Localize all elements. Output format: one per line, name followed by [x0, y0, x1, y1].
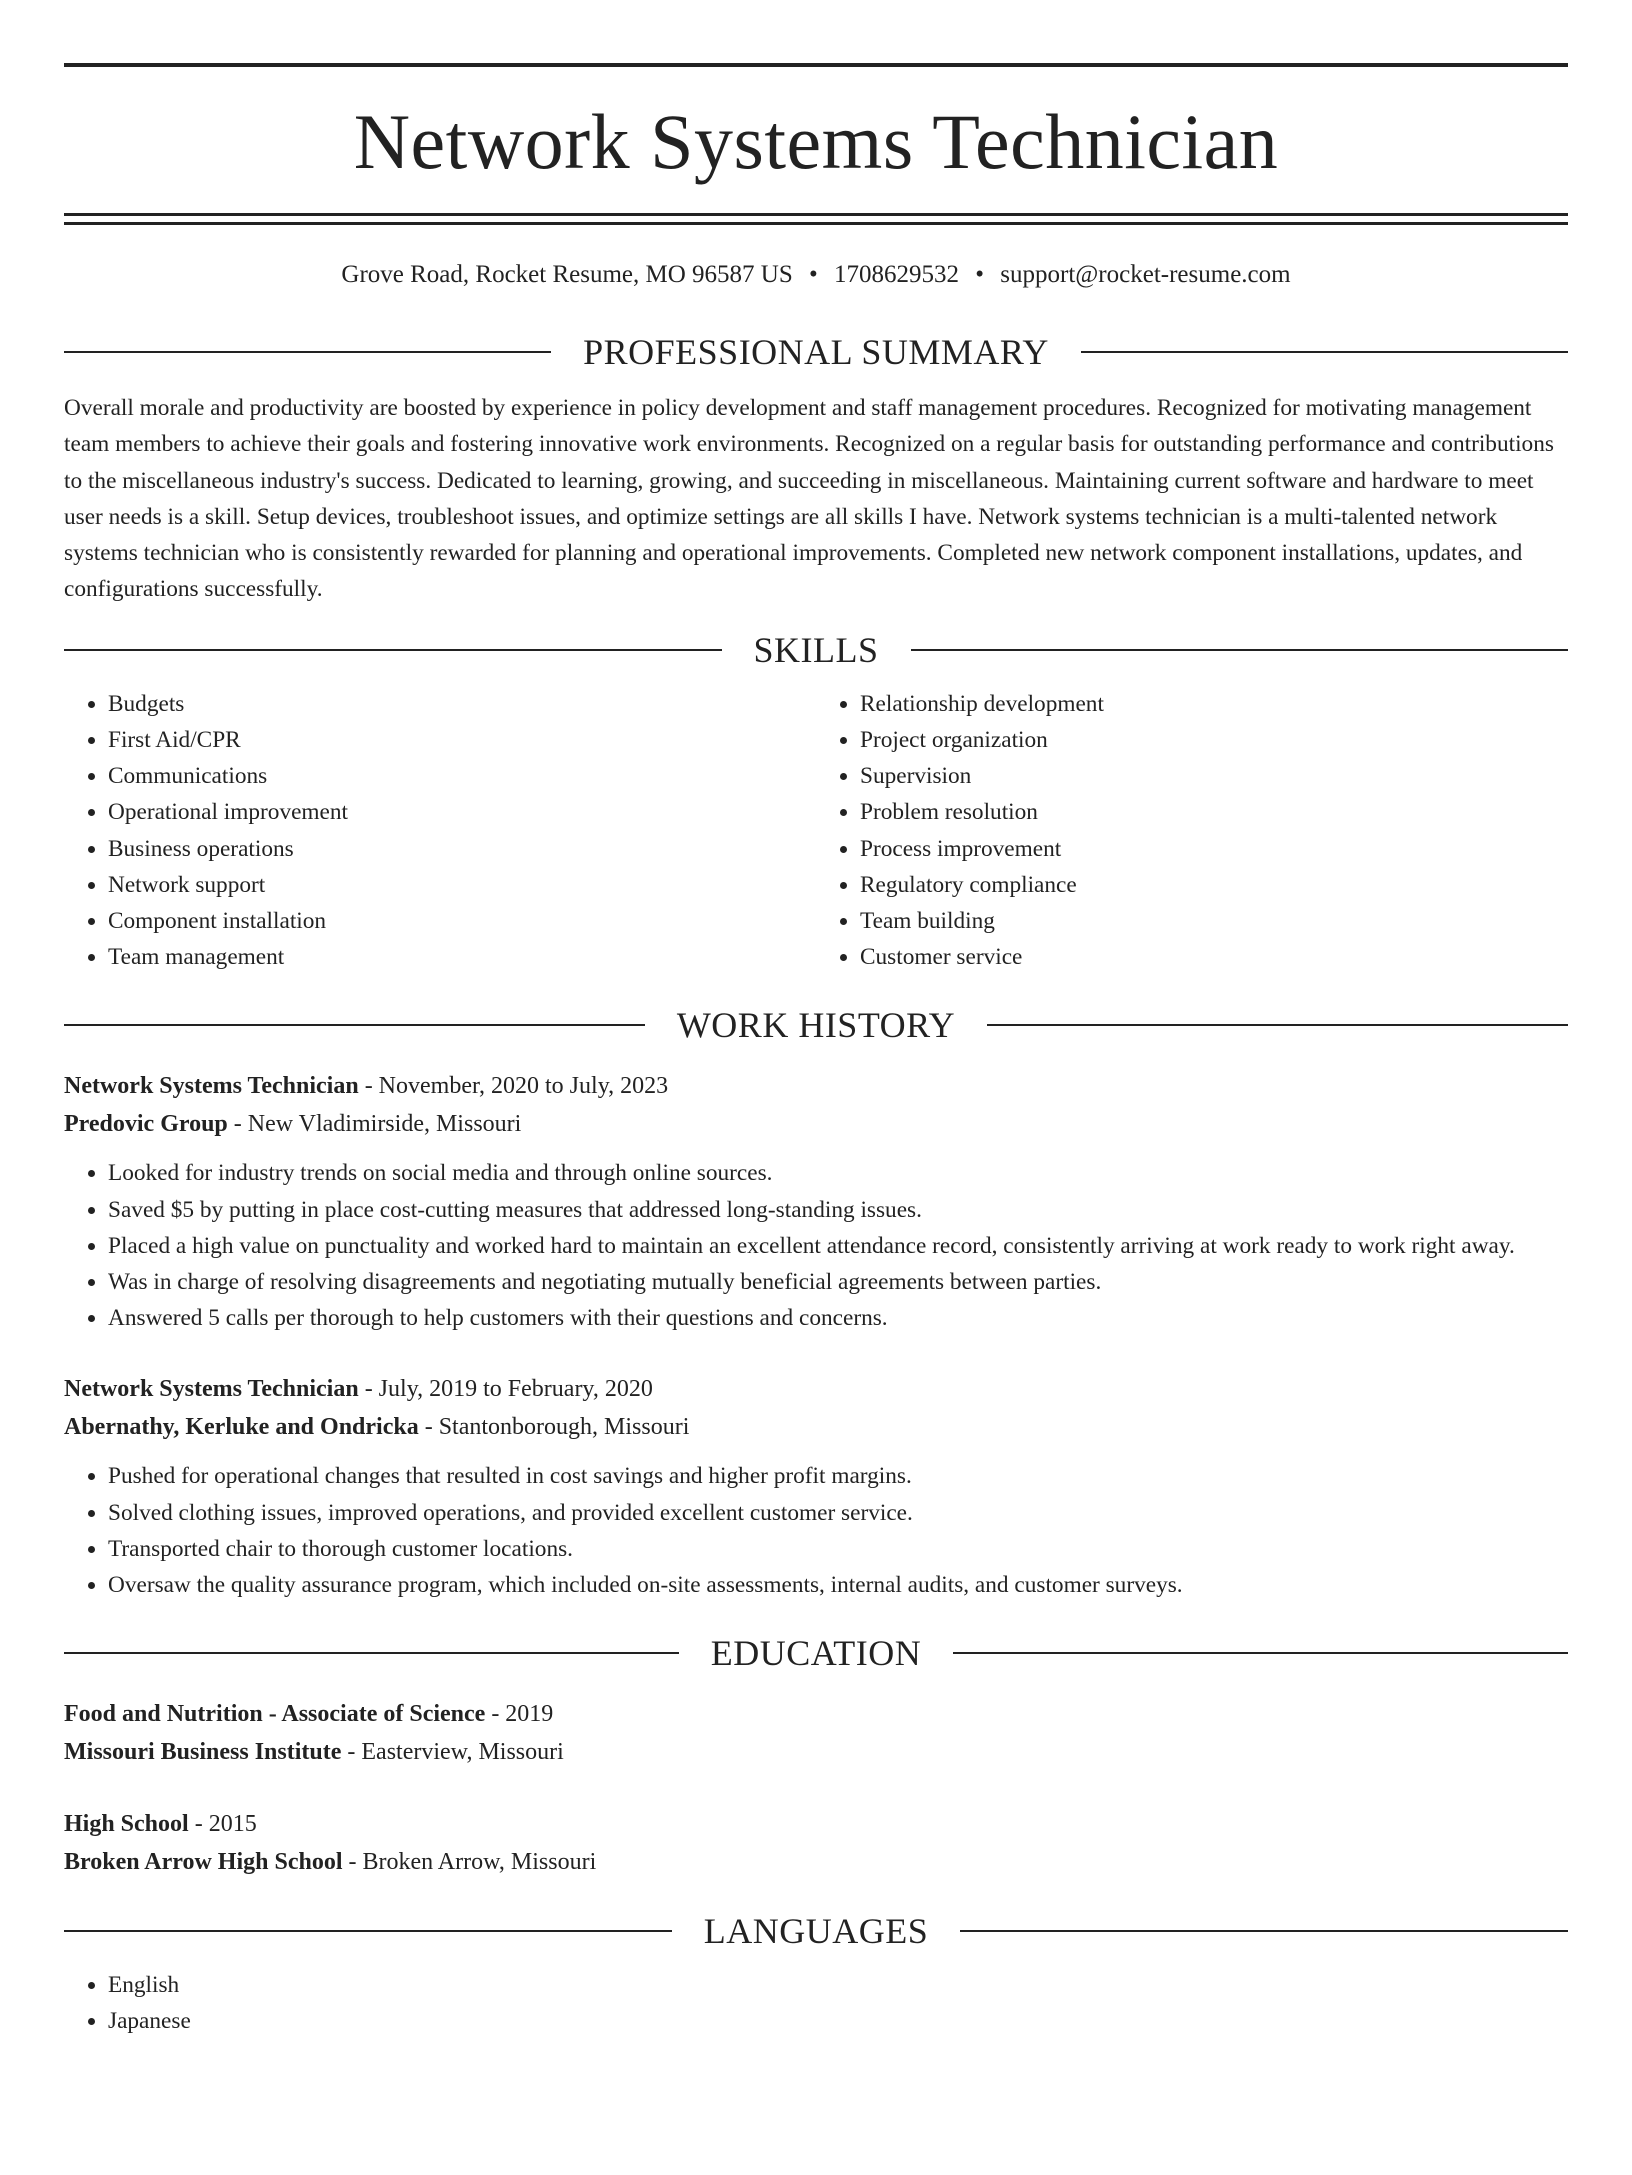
languages-heading — [64, 1911, 1568, 1951]
contact-phone: 1708629532 — [834, 261, 960, 288]
heading-rule — [64, 649, 722, 651]
heading-rule — [64, 1930, 672, 1932]
skill-item: • Communications — [108, 758, 816, 794]
job-bullet: • Solved clothing issues, improved operations, and provided excellent customer service. — [108, 1495, 1568, 1531]
skill-item: • Project organization — [860, 722, 1568, 758]
job-bullet: • Transported chair to thorough customer locations. — [108, 1531, 1568, 1567]
job-bullet: • Answered 5 calls per thorough to help customers with their questions and concerns. — [108, 1300, 1568, 1336]
skill-item: • Team building — [860, 903, 1568, 939]
work-title: WORK HISTORY — [676, 1005, 956, 1046]
job-entry — [64, 1370, 1568, 1603]
contact-address: Grove Road, Rocket Resume, MO 96587 US — [341, 261, 793, 288]
education-location: - Broken Arrow, Missouri — [342, 1849, 597, 1876]
skill-item: • Process improvement — [860, 831, 1568, 867]
job-bullet: • Pushed for operational changes that resulted in cost savings and higher profit margins. — [108, 1458, 1568, 1494]
education-degree-line — [64, 1695, 1568, 1733]
heading-rule — [64, 1652, 679, 1654]
job-role: Network Systems Technician — [64, 1376, 359, 1403]
contact-email: support@rocket-resume.com — [1000, 261, 1291, 288]
heading-rule — [911, 649, 1569, 651]
resume-page — [0, 63, 1632, 2175]
education-year: - 2019 — [485, 1701, 554, 1728]
education-school: Missouri Business Institute — [64, 1739, 342, 1766]
language-item: • Japanese — [108, 2003, 1568, 2039]
double-rule — [64, 213, 1568, 225]
contact-line — [64, 258, 1568, 292]
resume-name: Network Systems Technician — [353, 98, 1279, 185]
skill-item: • Problem resolution — [860, 794, 1568, 830]
contact-separator: • — [975, 261, 985, 288]
heading-rule — [64, 351, 551, 353]
job-company-line — [64, 1105, 1568, 1143]
job-bullets — [64, 1155, 1568, 1336]
education-entry — [64, 1805, 1568, 1881]
languages-title: LANGUAGES — [703, 1911, 929, 1952]
job-location: - New Vladimirside, Missouri — [227, 1111, 522, 1138]
job-company-line — [64, 1408, 1568, 1446]
education-heading — [64, 1633, 1568, 1673]
job-role: Network Systems Technician — [64, 1073, 359, 1100]
job-bullet: • Placed a high value on punctuality and worked hard to maintain an excellent attendance record, consistently arriving at work ready to work right away. — [108, 1228, 1568, 1264]
job-location: - Stantonborough, Missouri — [418, 1414, 690, 1441]
contact-separator: • — [809, 261, 818, 288]
skill-item: • Network support — [108, 867, 816, 903]
job-dates: - November, 2020 to July, 2023 — [358, 1073, 669, 1100]
job-bullets — [64, 1458, 1568, 1603]
skill-item: • Customer service — [860, 939, 1568, 975]
skill-item: • Budgets — [108, 686, 816, 722]
skill-item: • Supervision — [860, 758, 1568, 794]
skills-title: SKILLS — [753, 629, 879, 670]
skill-item: • Operational improvement — [108, 794, 816, 830]
skill-item: • Business operations — [108, 831, 816, 867]
summary-text: Overall morale and productivity are boosted by experience in policy development and staff management procedures. Recognized for motivating management team members to achieve their goals and fostering innovative work environments. Recognized on a regular basis for outstanding performance and contributions to the miscellaneous industry's success. Dedicated to learning, growing, and succeeding in miscellaneous. Maintaining current software and hardware to meet user needs is a skill. Setup devices, troubleshoot issues, and optimize settings are all skills I have. Network systems technician is a multi-talented network systems technician who is consistently rewarded for planning and operational improvements. Completed new network component installations, updates, and configurations successfully. — [64, 395, 1554, 603]
work-heading — [64, 1005, 1568, 1045]
skill-item: • First Aid/CPR — [108, 722, 816, 758]
skills-heading — [64, 630, 1568, 670]
job-company: Abernathy, Kerluke and Ondricka — [64, 1414, 419, 1441]
skills-column-right — [816, 686, 1568, 976]
education-degree-line — [64, 1805, 1568, 1843]
education-school: Broken Arrow High School — [64, 1849, 343, 1876]
summary-title: PROFESSIONAL SUMMARY — [583, 332, 1049, 372]
skills-list — [64, 686, 1568, 976]
education-entry — [64, 1695, 1568, 1771]
heading-rule — [64, 1024, 645, 1026]
skills-column-left — [64, 686, 816, 976]
language-item: • English — [108, 1967, 1568, 2003]
education-school-line — [64, 1733, 1568, 1771]
summary-heading — [64, 332, 1568, 372]
languages-list — [64, 1967, 1568, 2039]
education-degree: High School — [64, 1811, 189, 1838]
heading-rule — [987, 1024, 1568, 1026]
heading-rule — [960, 1930, 1568, 1932]
heading-rule — [953, 1652, 1568, 1654]
heading-rule — [1081, 351, 1568, 353]
job-bullet: • Oversaw the quality assurance program, which included on-site assessments, internal audits, and customer surveys. — [108, 1567, 1568, 1603]
education-location: - Easterview, Missouri — [341, 1739, 564, 1766]
job-bullet: • Saved $5 by putting in place cost-cutting measures that addressed long-standing issues. — [108, 1192, 1568, 1228]
education-degree: Food and Nutrition - Associate of Science — [64, 1701, 486, 1728]
skill-item: • Regulatory compliance — [860, 867, 1568, 903]
education-title: EDUCATION — [710, 1633, 922, 1674]
education-school-line — [64, 1843, 1568, 1881]
education-year: - 2015 — [188, 1811, 257, 1838]
skill-item: • Team management — [108, 939, 816, 975]
top-rule — [64, 63, 1568, 67]
job-title-line — [64, 1370, 1568, 1408]
skill-item: • Relationship development — [860, 686, 1568, 722]
job-dates: - July, 2019 to February, 2020 — [358, 1376, 653, 1403]
job-entry — [64, 1067, 1568, 1336]
job-bullet: • Was in charge of resolving disagreements and negotiating mutually beneficial agreements between parties. — [108, 1264, 1568, 1300]
job-company: Predovic Group — [64, 1111, 228, 1138]
job-bullet: • Looked for industry trends on social media and through online sources. — [108, 1155, 1568, 1191]
job-title-line — [64, 1067, 1568, 1105]
skill-item: • Component installation — [108, 903, 816, 939]
